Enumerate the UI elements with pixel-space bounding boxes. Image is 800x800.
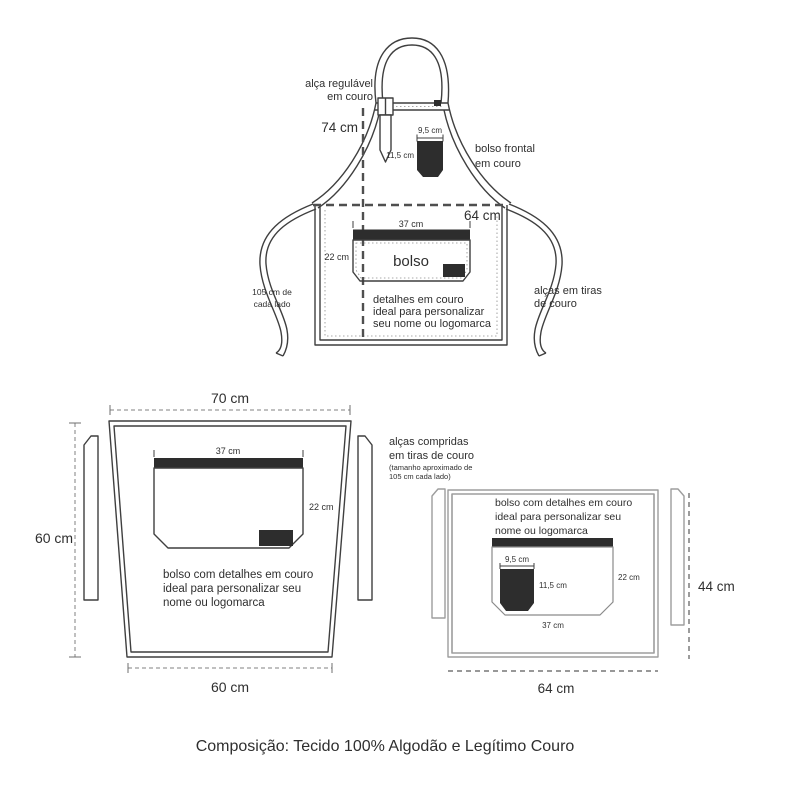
pocket-leather-patch [443, 264, 465, 277]
neck-strap-outer [375, 38, 449, 103]
pocket-height-label: 22 cm [324, 252, 349, 262]
detail-note-line1: detalhes em couro [373, 294, 464, 306]
pocket-height-label: 22 cm [309, 502, 334, 512]
straps-note-line2: em tiras de couro [389, 450, 474, 462]
pocket-leather-band [154, 458, 303, 468]
left-tie-end-cut [276, 353, 283, 356]
pocket-leather-band [353, 230, 470, 241]
right-tie-inner [506, 209, 556, 356]
chest-pocket-width-label: 9,5 cm [417, 126, 443, 135]
side-height-label: 60 cm [34, 530, 74, 546]
front-waist-apron-diagram [35, 390, 474, 695]
left-waist-strap [432, 489, 445, 618]
ties-material-label-line2: de couro [534, 298, 577, 310]
right-tie-end-cut [539, 353, 546, 356]
pocket-height-label: 22 cm [618, 573, 640, 582]
small-pocket-width-label: 9,5 cm [504, 555, 530, 564]
detail-note-line1: bolso com detalhes em couro [163, 569, 314, 581]
detail-note-line3: nome ou logomarca [163, 597, 265, 609]
small-pocket-height-label: 11,5 cm [539, 581, 567, 590]
full-apron-diagram [252, 38, 602, 356]
ties-material-label-line1: alças em tiras [534, 285, 602, 297]
straps-note-line4: 105 cm cada lado) [389, 472, 451, 481]
short-waist-apron-diagram [432, 489, 735, 696]
right-waist-strap [358, 436, 372, 600]
strap-label-line1: alça regulável [305, 78, 373, 90]
right-waist-strap [671, 489, 684, 625]
waist-width-label: 64 cm [464, 208, 501, 223]
straps-note-line1: alças compridas [389, 436, 469, 448]
neck-strap-inner [382, 45, 442, 103]
side-height-label: 44 cm [698, 579, 735, 594]
pocket-leather-band [492, 538, 613, 547]
chest-pocket [417, 141, 443, 177]
small-pocket-dim-line [417, 135, 443, 142]
left-waist-strap [84, 436, 98, 600]
straps-note-line3: (tamanho aproximado de [389, 463, 473, 472]
front-pocket-label-line2: em couro [475, 158, 521, 170]
pocket-leather-patch [259, 530, 293, 546]
detail-note-line3: seu nome ou logomarca [373, 318, 492, 330]
detail-note-line3: nome ou logomarca [495, 525, 588, 537]
strap-rivet [434, 100, 441, 106]
detail-note-line1: bolso com detalhes em couro [495, 497, 633, 509]
apron-outline-outer [109, 421, 351, 657]
front-pocket-label-line1: bolso frontal [475, 143, 535, 155]
composition-note: Composição: Tecido 100% Algodão e Legítimo Couro [195, 738, 575, 755]
tie-length-label-line2: cada lado [253, 299, 291, 309]
bottom-width-label: 60 cm [210, 679, 250, 695]
detail-note-line2: ideal para personalizar seu [163, 583, 302, 595]
tie-length-label-line1: 105 cm de [252, 287, 292, 297]
detail-note-line2: ideal para personalizar seu [495, 511, 622, 523]
strap-label-line2: em couro [327, 91, 373, 103]
pocket-width-label: 37 cm [215, 446, 241, 456]
bib-left-edge-outer [312, 103, 376, 203]
height-label: 74 cm [321, 120, 358, 135]
detail-note-line2: ideal para personalizar [373, 306, 485, 318]
pocket-width-label: 37 cm [398, 219, 424, 229]
chest-pocket-height-label: 11,5 cm [386, 151, 414, 160]
small-leather-pocket [500, 569, 534, 611]
pocket-width-label: 37 cm [542, 621, 564, 630]
top-width-label: 70 cm [210, 390, 250, 406]
left-tie-inner [266, 209, 316, 356]
bottom-width-label: 64 cm [537, 681, 575, 696]
pocket-name-label: bolso [393, 253, 429, 270]
